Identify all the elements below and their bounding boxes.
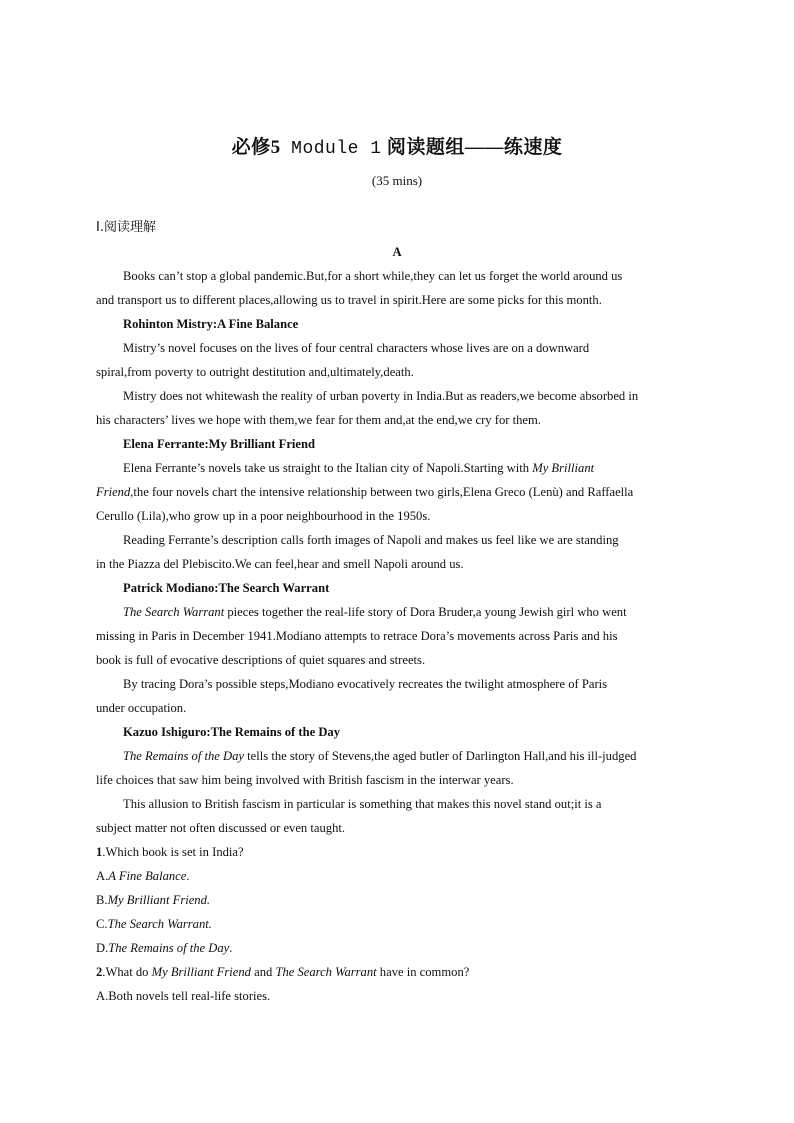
book2-p1-line-1-text: Elena Ferrante’s novels take us straight to the Italian city of Napoli.Starting with — [123, 461, 533, 475]
title-module: Module 1 — [291, 139, 382, 159]
book2-p1-line-2-text: ,the four novels chart the intensive relationship between two girls,Elena Greco (Lenù) and Raffaella — [130, 485, 634, 499]
book1-p2-line-2: his characters’ lives we hope with them,we fear for them and,at the end,we cry for them. — [96, 413, 541, 427]
book3-p1-line-3: book is full of evocative descriptions of quiet squares and streets. — [96, 653, 426, 667]
option-c-label: C. — [96, 917, 108, 931]
book4-p1-line-1 — [96, 744, 698, 768]
option-a-end: . — [186, 869, 190, 883]
book2-title-italic: My Brilliant — [532, 461, 595, 475]
question-1-option-c[interactable] — [96, 912, 698, 936]
question-2-stem — [96, 960, 698, 984]
question-1-number: 1 — [96, 845, 103, 859]
book4-p2-line-2: subject matter not often discussed or even taught. — [96, 821, 346, 835]
question-1-text: .Which book is set in India? — [102, 845, 244, 859]
option-d-text: The Remains of the Day — [108, 941, 230, 955]
option-a-text: A Fine Balance — [108, 869, 187, 883]
book4-p1-line-2: life choices that saw him being involved with British fascism in the interwar years. — [96, 773, 514, 787]
question-1-option-d[interactable] — [96, 936, 698, 960]
book1-p1-line-1: Mistry’s novel focuses on the lives of four central characters whose lives are on a downward — [123, 341, 590, 355]
book3-p1-line-1 — [96, 600, 698, 624]
option-c-text: The Search Warrant. — [107, 917, 212, 931]
question-2-title-2: The Search Warrant — [275, 965, 377, 979]
time-limit: (35 mins) — [371, 173, 423, 188]
question-1-stem — [96, 840, 698, 864]
book1-p1-line-2: spiral,from poverty to outright destitution and,ultimately,death. — [96, 365, 414, 379]
option-b-label: B. — [96, 893, 108, 907]
book1-p2-line-1: Mistry does not whitewash the reality of urban poverty in India.But as readers,we become absorbed in — [123, 389, 639, 403]
book3-p2-line-2: under occupation. — [96, 701, 187, 715]
book3-title-italic: The Search Warrant — [123, 605, 225, 619]
book3-p1-line-1-text: pieces together the real-life story of Dora Bruder,a young Jewish girl who went — [224, 605, 627, 619]
book2-p2-line-2: in the Piazza del Plebiscito.We can feel,hear and smell Napoli around us. — [96, 557, 464, 571]
book2-p2-line-1: Reading Ferrante’s description calls forth images of Napoli and makes us feel like we are standing — [123, 533, 619, 547]
option-b-text: My Brilliant Friend. — [107, 893, 211, 907]
page-title — [0, 132, 794, 159]
book-heading-1: Rohinton Mistry:A Fine Balance — [123, 317, 299, 331]
book-heading-2: Elena Ferrante:My Brilliant Friend — [123, 437, 316, 451]
intro-line-2: and transport us to different places,allowing us to travel in spirit.Here are some picks for this month. — [96, 293, 602, 307]
book-heading-3: Patrick Modiano:The Search Warrant — [123, 581, 330, 595]
part-label: A — [392, 245, 402, 259]
book2-p1-line-3: Cerullo (Lila),who grow up in a poor neighbourhood in the 1950s. — [96, 509, 431, 523]
option-d-end: . — [229, 941, 233, 955]
option-d-label: D. — [96, 941, 109, 955]
question-2-title-1: My Brilliant Friend — [151, 965, 251, 979]
question-2-text-a: .What do — [102, 965, 152, 979]
title-topic: 阅读题组——练速度 — [386, 137, 563, 158]
book2-p1-line-2 — [96, 480, 698, 504]
book4-p2-line-1: This allusion to British fascism in particular is something that makes this novel stand out;it is a — [123, 797, 602, 811]
question-2-text-e: have in common? — [376, 965, 470, 979]
option-a-label: A. — [96, 869, 109, 883]
book3-p2-line-1: By tracing Dora’s possible steps,Modiano evocatively recreates the twilight atmosphere of Paris — [123, 677, 608, 691]
question-2-option-a[interactable]: A.Both novels tell real-life stories. — [96, 989, 271, 1003]
question-2-text-c: and — [250, 965, 276, 979]
question-1-option-b[interactable] — [96, 888, 698, 912]
book-heading-4: Kazuo Ishiguro:The Remains of the Day — [123, 725, 341, 739]
intro-line-1: Books can’t stop a global pandemic.But,for a short while,they can let us forget the world around us — [123, 269, 623, 283]
book2-title-italic-cont: Friend — [96, 485, 131, 499]
document-body — [96, 216, 698, 1008]
book4-title-italic: The Remains of the Day — [123, 749, 245, 763]
section-heading: Ⅰ.阅读理解 — [96, 220, 156, 235]
question-1-option-a[interactable] — [96, 864, 698, 888]
title-course: 必修5 — [231, 137, 281, 158]
book2-p1-line-1 — [96, 456, 698, 480]
book3-p1-line-2: missing in Paris in December 1941.Modiano attempts to retrace Dora’s movements across Paris and his — [96, 629, 618, 643]
question-2-number: 2 — [96, 965, 103, 979]
book4-p1-line-1-text: tells the story of Stevens,the aged butler of Darlington Hall,and his ill-judged — [244, 749, 637, 763]
